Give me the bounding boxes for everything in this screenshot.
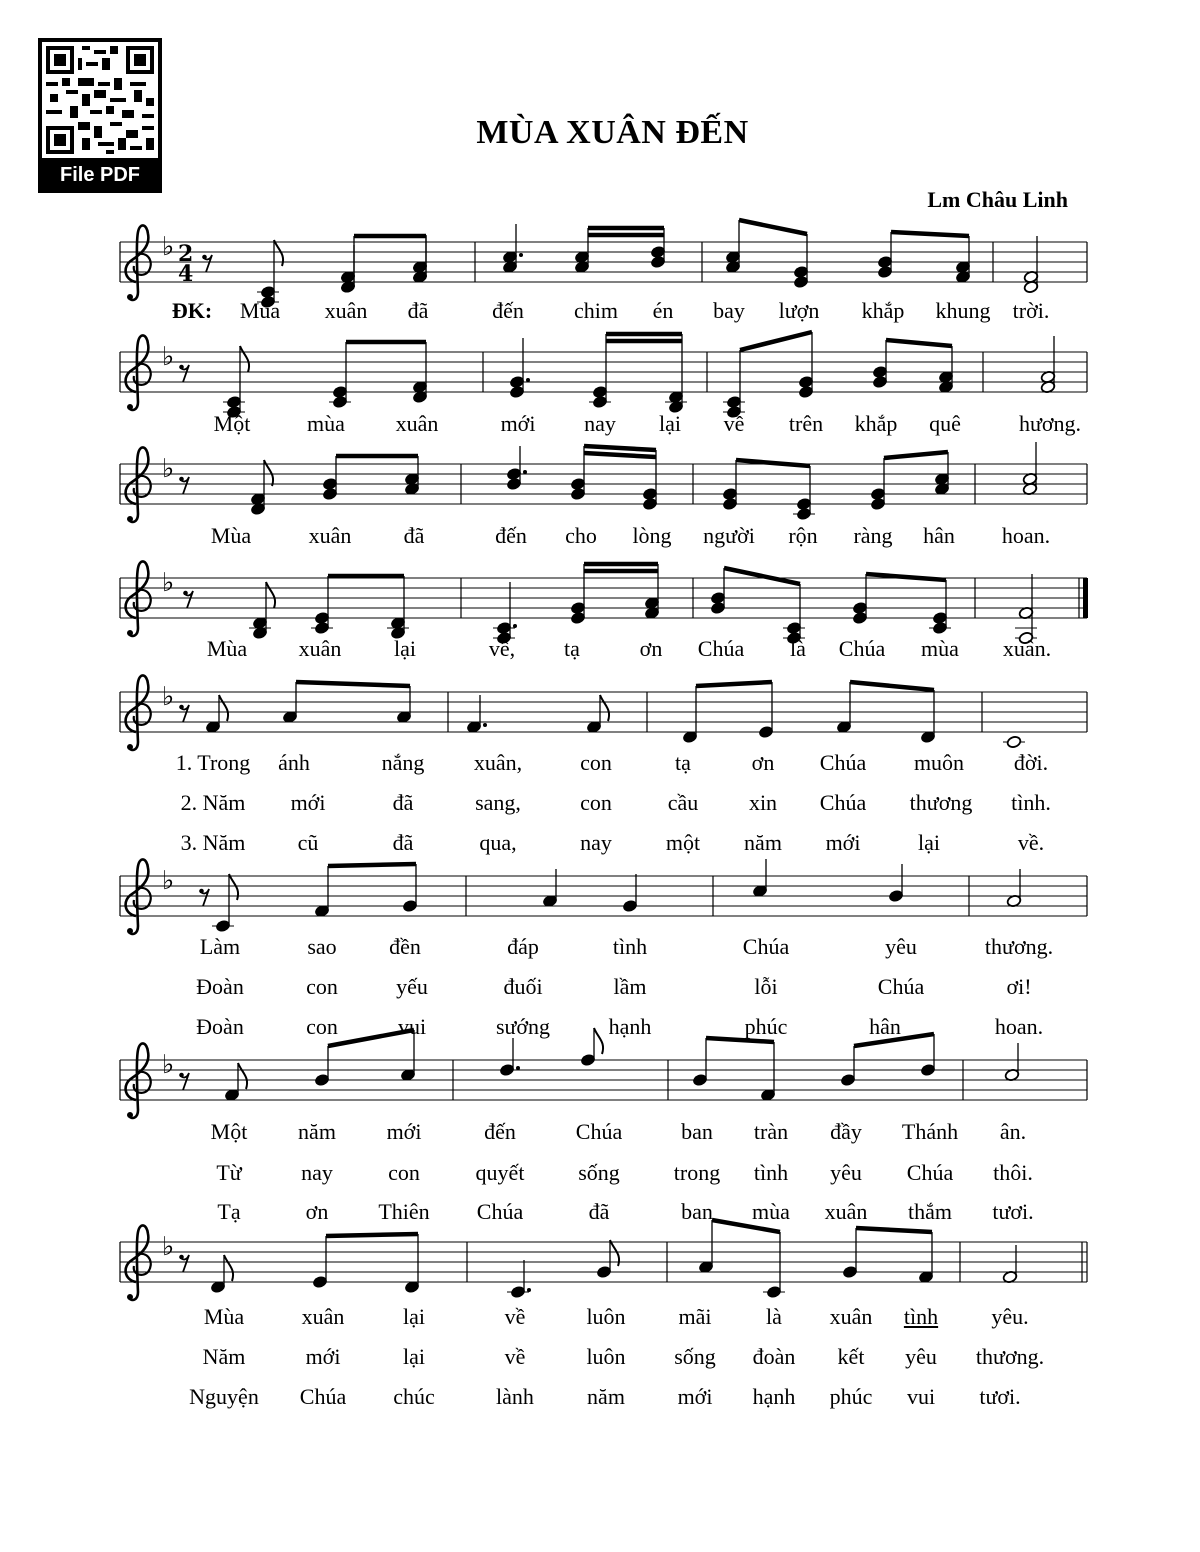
- time-signature-top: 2: [178, 241, 194, 267]
- flat-key-signature: ♭: [162, 232, 175, 262]
- lyric-syllable: tình: [753, 1160, 789, 1185]
- lyric-syllable: xuân,: [473, 750, 523, 775]
- lyric-syllable: năm: [298, 1119, 336, 1144]
- lyric-syllable: Thánh: [901, 1119, 959, 1144]
- lyric-syllable: 2. Năm: [180, 790, 246, 815]
- lyric-syllable: Chúa: [476, 1199, 524, 1224]
- lyric-syllable: ràng: [853, 523, 893, 548]
- lyric-syllable: vui: [906, 1384, 936, 1409]
- lyric-syllable: Mùa: [239, 298, 281, 323]
- lyric-syllable: Chúa: [819, 750, 867, 775]
- lyric-syllable: đền: [389, 934, 421, 959]
- lyric-syllable: mới: [386, 1119, 422, 1144]
- lyric-syllable: lại: [394, 636, 416, 661]
- lyric-syllable: tạ: [675, 750, 691, 775]
- lyric-syllable: về.: [1017, 830, 1045, 855]
- lyric-syllable: đoàn: [752, 1344, 796, 1369]
- beam: [584, 446, 656, 450]
- lyric-syllable: khắp: [854, 411, 898, 436]
- lyric-syllable: đã: [407, 298, 429, 323]
- lyric-syllable: đến: [484, 1119, 516, 1144]
- lyric-syllable: mới: [825, 830, 861, 855]
- lyric-syllable: đã: [403, 523, 425, 548]
- lyric-syllable: phúc: [829, 1384, 873, 1409]
- dot: [527, 1288, 531, 1292]
- lyric-syllable: Đoàn: [196, 974, 244, 999]
- lyric-syllable: đời.: [1013, 750, 1049, 775]
- lyric-syllable: luôn: [586, 1304, 626, 1329]
- lyric-syllable: qua,: [479, 830, 517, 855]
- lyric-syllable: tạ: [564, 636, 580, 661]
- lyric-syllable: quê: [929, 411, 961, 436]
- flat-key-signature: ♭: [162, 568, 175, 598]
- lyric-syllable: lại: [403, 1344, 425, 1369]
- lyric-syllable: cho: [565, 523, 597, 548]
- eighth-rest: [179, 477, 184, 482]
- lyric-syllable: tình.: [1011, 790, 1051, 815]
- treble-clef-icon: [126, 859, 151, 934]
- beam: [740, 332, 812, 350]
- eighth-rest: [179, 1073, 184, 1078]
- lyric-syllable: vui: [397, 1014, 427, 1039]
- lyric-syllable: một: [665, 830, 701, 855]
- lyric-syllable: con: [306, 1014, 338, 1039]
- lyric-syllable: Mùa: [206, 636, 248, 661]
- lyric-syllable: lại: [659, 411, 681, 436]
- lyric-syllable: ánh: [278, 750, 310, 775]
- lyric-syllable: Mùa: [210, 523, 252, 548]
- lyric-syllable: Làm: [199, 934, 241, 959]
- lyric-syllable: tươi.: [992, 1199, 1034, 1224]
- note-flag: [219, 695, 228, 721]
- lyric-syllable: con: [388, 1160, 420, 1185]
- lyric-syllable: xin: [748, 790, 778, 815]
- lyric-syllable: khắp: [861, 298, 905, 323]
- lyric-syllable: đến: [495, 523, 527, 548]
- lyric-syllable: lòng: [632, 523, 672, 548]
- lyric-syllable: về: [504, 1304, 526, 1329]
- lyric-syllable: hoan.: [994, 1014, 1044, 1039]
- lyric-syllable: Thiên: [378, 1199, 430, 1224]
- lyric-syllable: đã: [392, 790, 414, 815]
- lyric-syllable: tình: [903, 1304, 939, 1329]
- eighth-rest: [179, 1255, 184, 1260]
- lyric-syllable: Năm: [202, 1344, 246, 1369]
- lyric-syllable: cầu: [667, 790, 699, 815]
- lyric-syllable: xuân.: [1002, 636, 1052, 661]
- lyric-syllable: yếu: [396, 974, 428, 999]
- lyric-syllable: rộn: [788, 523, 818, 548]
- lyric-syllable: Chúa: [299, 1384, 347, 1409]
- lyric-syllable: lại: [918, 830, 940, 855]
- flat-key-signature: ♭: [162, 1232, 175, 1262]
- lyric-syllable: nay: [584, 411, 616, 436]
- dot: [526, 378, 530, 382]
- dot: [519, 253, 523, 257]
- lyric-syllable: Chúa: [575, 1119, 623, 1144]
- lyric-syllable: lỗi: [754, 974, 778, 999]
- beam: [866, 574, 946, 580]
- treble-clef-icon: [126, 447, 151, 522]
- lyric-syllable: Một: [210, 1119, 248, 1144]
- lyric-syllable: yêu.: [991, 1304, 1029, 1329]
- eighth-rest: [202, 255, 207, 260]
- treble-clef-icon: [126, 335, 151, 410]
- lyric-syllable: ơi!: [1006, 974, 1032, 999]
- dot: [513, 624, 517, 628]
- lyric-syllable: về,: [488, 636, 516, 661]
- lyric-syllable: xuân: [824, 1199, 868, 1224]
- lyric-syllable: mùa: [752, 1199, 790, 1224]
- lyric-syllable: sống: [674, 1344, 716, 1369]
- dot: [516, 1066, 520, 1070]
- beam: [736, 460, 810, 466]
- flat-key-signature: ♭: [162, 866, 175, 896]
- lyric-syllable: hạnh: [752, 1384, 796, 1409]
- lyric-syllable: quyết: [475, 1160, 525, 1185]
- flat-key-signature: ♭: [162, 682, 175, 712]
- treble-clef-icon: [126, 225, 151, 300]
- note-head: [1006, 735, 1021, 748]
- lyric-syllable: nắng: [381, 750, 425, 775]
- lyric-syllable: yêu: [830, 1160, 862, 1185]
- dot: [483, 723, 487, 727]
- flat-key-signature: ♭: [162, 1050, 175, 1080]
- composer-name: Lm Châu Linh: [927, 187, 1068, 212]
- lyric-syllable: Từ: [216, 1160, 242, 1185]
- lyric-syllable: xuân: [395, 411, 439, 436]
- lyric-syllable: xuân: [829, 1304, 873, 1329]
- lyric-syllable: bay: [713, 298, 745, 323]
- lyric-syllable: lại: [403, 1304, 425, 1329]
- lyric-syllable: mới: [500, 411, 536, 436]
- lyric-syllable: con: [580, 790, 612, 815]
- lyric-syllable: ơn: [639, 636, 663, 661]
- lyric-syllable: nay: [301, 1160, 333, 1185]
- lyric-syllable: 1. Trong: [175, 750, 251, 775]
- lyric-syllable: người: [703, 523, 755, 548]
- beam: [296, 682, 410, 686]
- lyric-syllable: hân: [869, 1014, 901, 1039]
- file-pdf-label[interactable]: File PDF: [59, 164, 140, 186]
- lyric-syllable: kết: [837, 1344, 865, 1369]
- refrain-label: ĐK:: [171, 298, 213, 323]
- lyric-syllable: là: [790, 636, 806, 661]
- lyric-syllable: thôi.: [993, 1160, 1033, 1185]
- eighth-rest: [179, 365, 184, 370]
- lyric-syllable: tình: [612, 934, 648, 959]
- lyric-syllable: về: [504, 1344, 526, 1369]
- lyric-syllable: Chúa: [877, 974, 925, 999]
- lyric-syllable: nay: [580, 830, 612, 855]
- lyric-syllable: ơn: [751, 750, 775, 775]
- dot: [523, 470, 527, 474]
- lyric-syllable: hạnh: [608, 1014, 652, 1039]
- final-bar-thick: [1083, 578, 1088, 618]
- treble-clef-icon: [126, 1225, 151, 1300]
- lyric-syllable: muôn: [913, 750, 965, 775]
- lyric-syllable: trong: [673, 1160, 721, 1185]
- lyric-syllable: sao: [307, 934, 337, 959]
- lyric-syllable: Tạ: [217, 1199, 241, 1224]
- lyric-syllable: Chúa: [697, 636, 745, 661]
- lyric-syllable: yêu: [885, 934, 917, 959]
- lyric-syllable: đã: [588, 1199, 610, 1224]
- lyric-syllable: cũ: [297, 830, 319, 855]
- lyric-syllable: thương.: [984, 934, 1054, 959]
- lyric-syllable: về: [723, 411, 745, 436]
- beam: [856, 1228, 932, 1232]
- lyric-syllable: chúc: [393, 1384, 435, 1409]
- lyric-syllable: lầm: [613, 974, 647, 999]
- lyric-syllable: thương.: [975, 1344, 1045, 1369]
- lyric-syllable: sướng: [495, 1014, 551, 1039]
- lyric-syllable: đầy: [830, 1119, 862, 1144]
- lyric-syllable: đáp: [507, 934, 539, 959]
- lyric-syllable: Chúa: [906, 1160, 954, 1185]
- lyric-syllable: năm: [744, 830, 782, 855]
- treble-clef-icon: [126, 675, 151, 750]
- note-flag: [224, 1255, 233, 1281]
- beam: [739, 220, 807, 234]
- lyric-syllable: là: [766, 1304, 782, 1329]
- lyric-syllable: mới: [677, 1384, 713, 1409]
- beam: [696, 682, 772, 686]
- beam: [584, 453, 656, 457]
- lyric-syllable: Mùa: [203, 1304, 245, 1329]
- lyric-syllable: mới: [305, 1344, 341, 1369]
- lyric-syllable: trời.: [1012, 298, 1050, 323]
- lyric-syllable: mới: [290, 790, 326, 815]
- lyric-syllable: phúc: [744, 1014, 788, 1039]
- lyric-syllable: Một: [213, 411, 251, 436]
- lyric-syllable: đuối: [503, 974, 543, 999]
- lyric-syllable: con: [580, 750, 612, 775]
- lyric-syllable: mùa: [921, 636, 959, 661]
- lyric-syllable: Chúa: [742, 934, 790, 959]
- lyric-syllable: sống: [578, 1160, 620, 1185]
- lyric-syllable: ban: [681, 1199, 713, 1224]
- lyric-syllable: thương: [909, 790, 973, 815]
- eighth-rest: [179, 705, 184, 710]
- note-flag: [238, 1063, 247, 1089]
- note-flag: [240, 346, 249, 372]
- treble-clef-icon: [126, 1043, 151, 1118]
- lyric-syllable: luôn: [586, 1344, 626, 1369]
- lyric-syllable: xuân: [324, 298, 368, 323]
- lyric-syllable: lành: [496, 1384, 534, 1409]
- beam: [326, 1234, 418, 1236]
- lyric-syllable: xuân: [308, 523, 352, 548]
- lyric-syllable: hoan.: [1001, 523, 1051, 548]
- treble-clef-icon: [126, 561, 151, 636]
- eighth-rest: [199, 889, 204, 894]
- lyric-syllable: đến: [492, 298, 524, 323]
- lyric-syllable: Nguyện: [189, 1384, 259, 1409]
- lyric-syllable: xuân: [298, 636, 342, 661]
- lyric-syllable: Chúa: [838, 636, 886, 661]
- lyric-syllable: thắm: [908, 1199, 952, 1224]
- lyric-syllable: Chúa: [819, 790, 867, 815]
- lyric-syllable: khung: [935, 298, 991, 323]
- lyric-syllable: tươi.: [979, 1384, 1021, 1409]
- beam: [328, 864, 416, 866]
- eighth-rest: [183, 591, 188, 596]
- lyric-syllable: năm: [587, 1384, 625, 1409]
- beam: [884, 452, 948, 458]
- flat-key-signature: ♭: [162, 342, 175, 372]
- lyric-syllable: hương.: [1018, 411, 1082, 436]
- lyric-syllable: yêu: [905, 1344, 937, 1369]
- lyric-syllable: xuân: [301, 1304, 345, 1329]
- beam: [891, 232, 969, 236]
- note-flag: [594, 1028, 603, 1054]
- lyric-syllable: lượn: [778, 298, 820, 323]
- lyric-syllable: 3. Năm: [180, 830, 246, 855]
- lyric-syllable: mãi: [678, 1304, 712, 1329]
- lyric-syllable: ơn: [305, 1199, 329, 1224]
- lyric-syllable: Đoàn: [196, 1014, 244, 1039]
- lyric-syllable: trên: [788, 411, 824, 436]
- time-signature-bottom: 4: [178, 261, 194, 287]
- flat-key-signature: ♭: [162, 454, 175, 484]
- lyric-syllable: ban: [681, 1119, 713, 1144]
- beam: [850, 682, 934, 690]
- beam: [886, 340, 952, 346]
- lyric-syllable: hân: [923, 523, 955, 548]
- lyric-syllable: én: [652, 298, 674, 323]
- beam: [724, 568, 800, 584]
- note-flag: [266, 582, 275, 608]
- lyric-syllable: ân.: [999, 1119, 1027, 1144]
- lyric-syllable: đã: [392, 830, 414, 855]
- lyric-syllable: chim: [574, 298, 618, 323]
- song-title: MÙA XUÂN ĐẾN: [476, 114, 749, 151]
- lyric-syllable: con: [306, 974, 338, 999]
- note-flag: [600, 695, 609, 721]
- lyric-syllable: tràn: [753, 1119, 789, 1144]
- lyric-syllable: sang,: [475, 790, 521, 815]
- lyric-syllable: mùa: [307, 411, 345, 436]
